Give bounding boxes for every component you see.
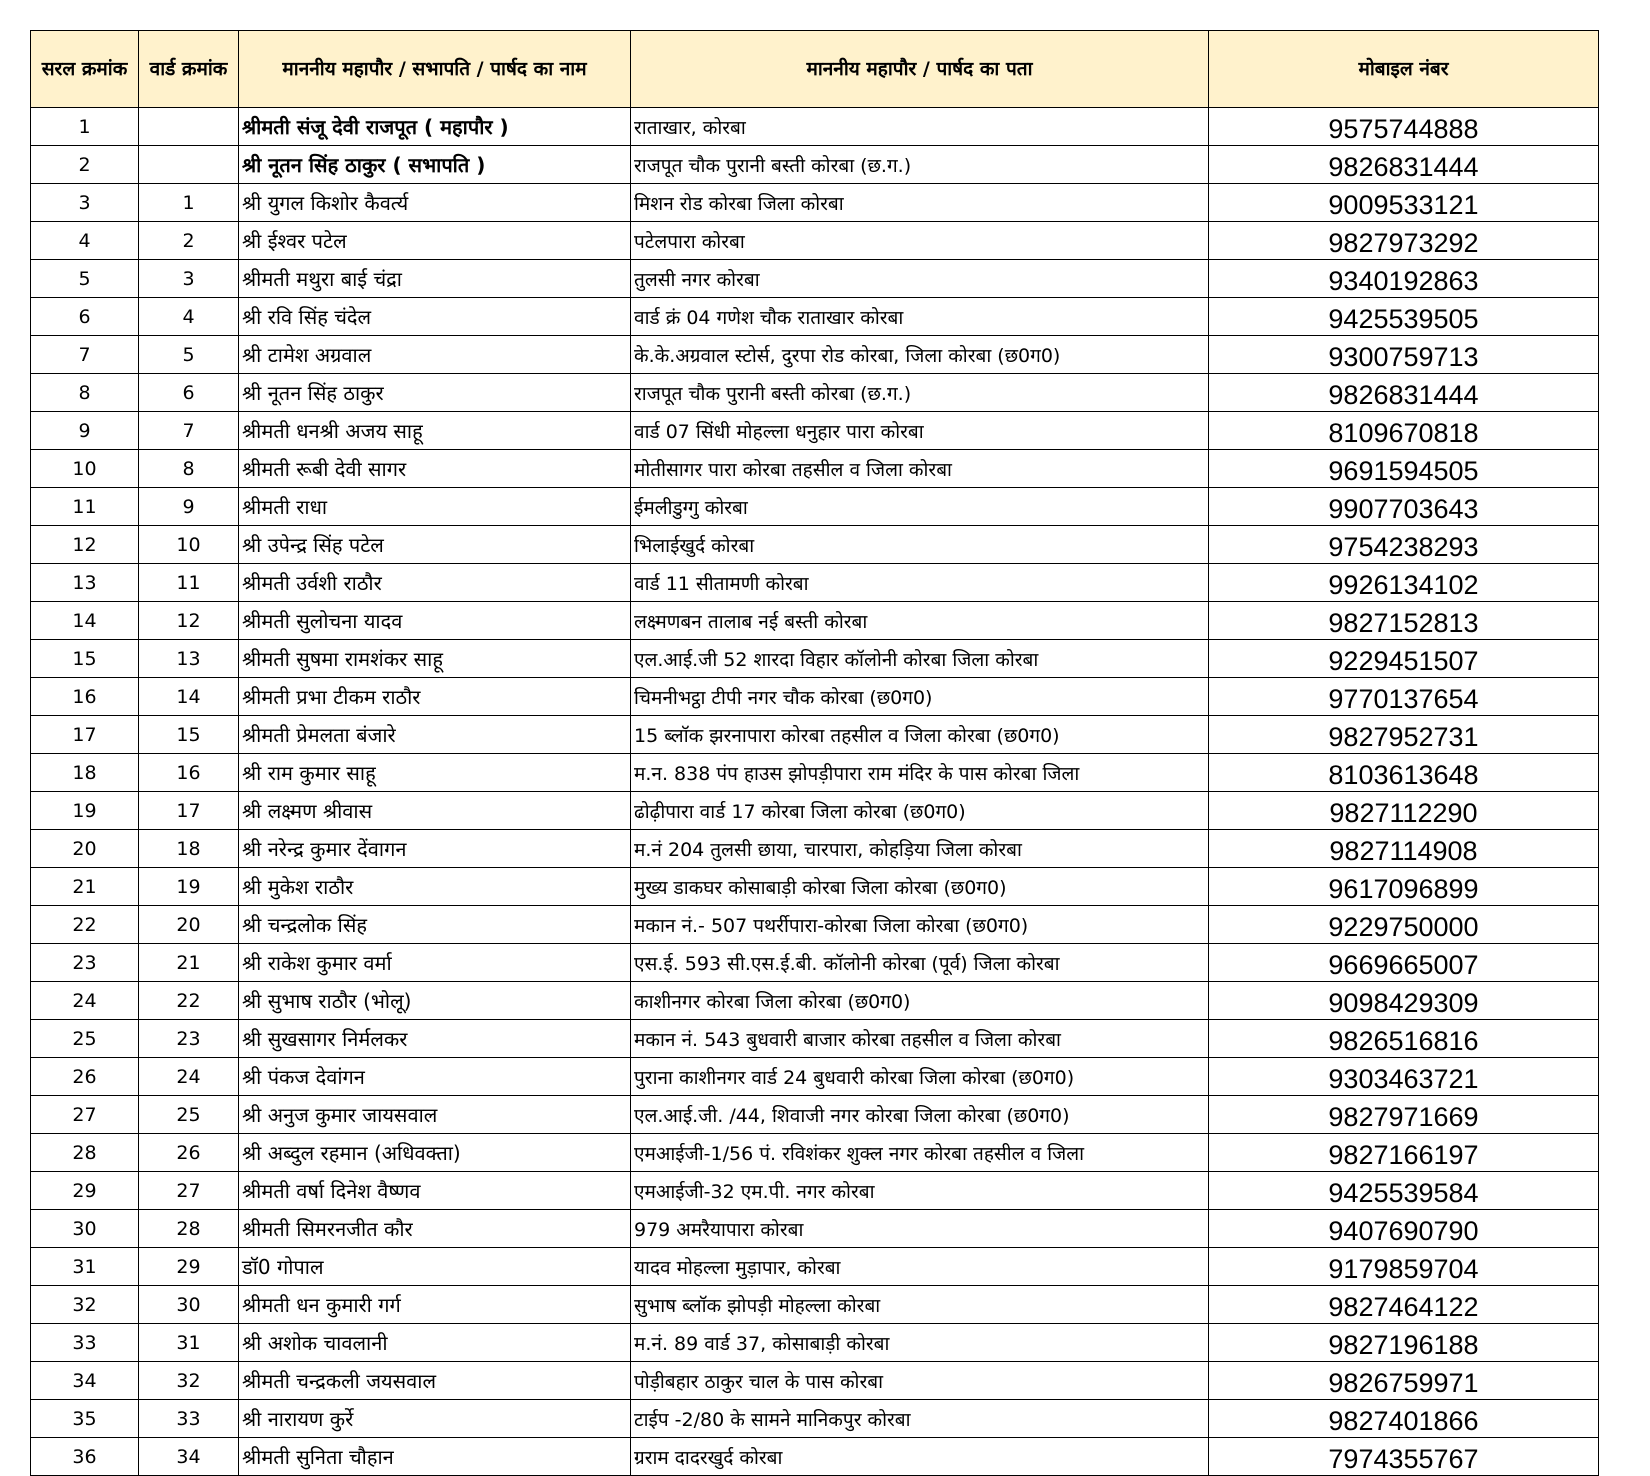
table-row xyxy=(31,184,1599,222)
name-cell: श्रीमती मथुरा बाई चंद्रा xyxy=(239,260,631,298)
table-row xyxy=(31,260,1599,298)
name-cell: श्री अनुज कुमार जायसवाल xyxy=(239,1096,631,1134)
table-row xyxy=(31,450,1599,488)
serial-number-cell: 14 xyxy=(31,602,139,640)
table-row xyxy=(31,1134,1599,1172)
ward-number-cell: 19 xyxy=(139,868,239,906)
name-cell: श्री उपेन्द्र सिंह पटेल xyxy=(239,526,631,564)
table-row xyxy=(31,640,1599,678)
serial-number-cell: 17 xyxy=(31,716,139,754)
serial-number-cell: 13 xyxy=(31,564,139,602)
mobile-number-cell: 9827112290 xyxy=(1209,792,1599,830)
name-cell: श्री राम कुमार साहू xyxy=(239,754,631,792)
name-cell: श्री ईश्वर पटेल xyxy=(239,222,631,260)
table-row xyxy=(31,754,1599,792)
name-cell: श्रीमती संजू देवी राजपूत ( महापौर ) xyxy=(239,108,631,146)
table-row xyxy=(31,222,1599,260)
table-row xyxy=(31,1058,1599,1096)
header-name: माननीय महापौर / सभापति / पार्षद का नाम xyxy=(239,31,631,108)
name-cell: श्रीमती सुनिता चौहान xyxy=(239,1438,631,1476)
ward-number-cell: 4 xyxy=(139,298,239,336)
address-cell: मुख्य डाकघर कोसाबाड़ी कोरबा जिला कोरबा (छ0ग0) xyxy=(631,868,1209,906)
mobile-number-cell: 8103613648 xyxy=(1209,754,1599,792)
serial-number-cell: 28 xyxy=(31,1134,139,1172)
mobile-number-cell: 9098429309 xyxy=(1209,982,1599,1020)
header-serial: सरल क्रमांक xyxy=(31,31,139,108)
name-cell: श्री लक्ष्मण श्रीवास xyxy=(239,792,631,830)
ward-number-cell: 7 xyxy=(139,412,239,450)
table-header xyxy=(31,31,1599,108)
table-row xyxy=(31,1324,1599,1362)
serial-number-cell: 15 xyxy=(31,640,139,678)
name-cell: श्री नारायण कुर्रे xyxy=(239,1400,631,1438)
address-cell: एल.आई.जी. /44, शिवाजी नगर कोरबा जिला कोरबा (छ0ग0) xyxy=(631,1096,1209,1134)
table-row xyxy=(31,298,1599,336)
serial-number-cell: 20 xyxy=(31,830,139,868)
name-cell: डॉ0 गोपाल xyxy=(239,1248,631,1286)
name-cell: श्री चन्द्रलोक सिंह xyxy=(239,906,631,944)
ward-number-cell: 17 xyxy=(139,792,239,830)
table-row xyxy=(31,1400,1599,1438)
serial-number-cell: 2 xyxy=(31,146,139,184)
table-row xyxy=(31,1020,1599,1058)
table-row xyxy=(31,830,1599,868)
name-cell: श्रीमती प्रभा टीकम राठौर xyxy=(239,678,631,716)
mobile-number-cell: 9827166197 xyxy=(1209,1134,1599,1172)
address-cell: काशीनगर कोरबा जिला कोरबा (छ0ग0) xyxy=(631,982,1209,1020)
table-row xyxy=(31,678,1599,716)
mobile-number-cell: 9669665007 xyxy=(1209,944,1599,982)
mobile-number-cell: 9907703643 xyxy=(1209,488,1599,526)
name-cell: श्री अब्दुल रहमान (अधिवक्ता) xyxy=(239,1134,631,1172)
mobile-number-cell: 9754238293 xyxy=(1209,526,1599,564)
serial-number-cell: 30 xyxy=(31,1210,139,1248)
mobile-number-cell: 9827464122 xyxy=(1209,1286,1599,1324)
mobile-number-cell: 9425539584 xyxy=(1209,1172,1599,1210)
mobile-number-cell: 9770137654 xyxy=(1209,678,1599,716)
address-cell: 979 अमरैयापारा कोरबा xyxy=(631,1210,1209,1248)
table-row xyxy=(31,716,1599,754)
ward-number-cell: 18 xyxy=(139,830,239,868)
mobile-number-cell: 9340192863 xyxy=(1209,260,1599,298)
ward-number-cell: 10 xyxy=(139,526,239,564)
name-cell: श्री पंकज देवांगन xyxy=(239,1058,631,1096)
serial-number-cell: 5 xyxy=(31,260,139,298)
name-cell: श्रीमती उर्वशी राठौर xyxy=(239,564,631,602)
ward-number-cell: 22 xyxy=(139,982,239,1020)
ward-number-cell: 24 xyxy=(139,1058,239,1096)
mobile-number-cell: 9826831444 xyxy=(1209,374,1599,412)
mobile-number-cell: 9827401866 xyxy=(1209,1400,1599,1438)
name-cell: श्रीमती धन कुमारी गर्ग xyxy=(239,1286,631,1324)
ward-number-cell: 5 xyxy=(139,336,239,374)
address-cell: भिलाईखुर्द कोरबा xyxy=(631,526,1209,564)
name-cell: श्रीमती सिमरनजीत कौर xyxy=(239,1210,631,1248)
ward-number-cell: 16 xyxy=(139,754,239,792)
ward-number-cell: 26 xyxy=(139,1134,239,1172)
address-cell: मोतीसागर पारा कोरबा तहसील व जिला कोरबा xyxy=(631,450,1209,488)
ward-number-cell: 25 xyxy=(139,1096,239,1134)
name-cell: श्रीमती वर्षा दिनेश वैष्णव xyxy=(239,1172,631,1210)
serial-number-cell: 18 xyxy=(31,754,139,792)
table-row xyxy=(31,1286,1599,1324)
address-cell: राजपूत चौक पुरानी बस्ती कोरबा (छ.ग.) xyxy=(631,374,1209,412)
mobile-number-cell: 9827152813 xyxy=(1209,602,1599,640)
name-cell: श्रीमती चन्द्रकली जयसवाल xyxy=(239,1362,631,1400)
table-row xyxy=(31,906,1599,944)
councillor-table xyxy=(30,30,1599,1476)
table-row xyxy=(31,526,1599,564)
serial-number-cell: 34 xyxy=(31,1362,139,1400)
ward-number-cell: 30 xyxy=(139,1286,239,1324)
serial-number-cell: 25 xyxy=(31,1020,139,1058)
mobile-number-cell: 9425539505 xyxy=(1209,298,1599,336)
serial-number-cell: 6 xyxy=(31,298,139,336)
ward-number-cell xyxy=(139,108,239,146)
address-cell: ग्रराम दादरखुर्द कोरबा xyxy=(631,1438,1209,1476)
ward-number-cell: 32 xyxy=(139,1362,239,1400)
address-cell: ईमलीडुग्गु कोरबा xyxy=(631,488,1209,526)
ward-number-cell: 27 xyxy=(139,1172,239,1210)
serial-number-cell: 16 xyxy=(31,678,139,716)
address-cell: राताखार, कोरबा xyxy=(631,108,1209,146)
serial-number-cell: 32 xyxy=(31,1286,139,1324)
serial-number-cell: 24 xyxy=(31,982,139,1020)
serial-number-cell: 11 xyxy=(31,488,139,526)
table-row xyxy=(31,1248,1599,1286)
name-cell: श्री सुखसागर निर्मलकर xyxy=(239,1020,631,1058)
table-row xyxy=(31,374,1599,412)
table-row xyxy=(31,1210,1599,1248)
address-cell: वार्ड क्रं 04 गणेश चौक राताखार कोरबा xyxy=(631,298,1209,336)
address-cell: पुराना काशीनगर वार्ड 24 बुधवारी कोरबा जिला कोरबा (छ0ग0) xyxy=(631,1058,1209,1096)
serial-number-cell: 1 xyxy=(31,108,139,146)
table-row xyxy=(31,412,1599,450)
address-cell: एस.ई. 593 सी.एस.ई.बी. कॉलोनी कोरबा (पूर्व) जिला कोरबा xyxy=(631,944,1209,982)
table-row xyxy=(31,868,1599,906)
name-cell: श्रीमती धनश्री अजय साहू xyxy=(239,412,631,450)
address-cell: मकान नं.- 507 पथर्रीपारा-कोरबा जिला कोरबा (छ0ग0) xyxy=(631,906,1209,944)
address-cell: ढोढ़ीपारा वार्ड 17 कोरबा जिला कोरबा (छ0ग0) xyxy=(631,792,1209,830)
name-cell: श्रीमती राधा xyxy=(239,488,631,526)
serial-number-cell: 7 xyxy=(31,336,139,374)
name-cell: श्री नूतन सिंह ठाकुर ( सभापति ) xyxy=(239,146,631,184)
serial-number-cell: 29 xyxy=(31,1172,139,1210)
name-cell: श्री नरेन्द्र कुमार देंवागन xyxy=(239,830,631,868)
table-row xyxy=(31,336,1599,374)
mobile-number-cell: 9827971669 xyxy=(1209,1096,1599,1134)
serial-number-cell: 33 xyxy=(31,1324,139,1362)
mobile-number-cell: 9300759713 xyxy=(1209,336,1599,374)
ward-number-cell: 2 xyxy=(139,222,239,260)
ward-number-cell: 9 xyxy=(139,488,239,526)
mobile-number-cell: 9691594505 xyxy=(1209,450,1599,488)
name-cell: श्री युगल किशोर कैवर्त्य xyxy=(239,184,631,222)
serial-number-cell: 3 xyxy=(31,184,139,222)
mobile-number-cell: 9826759971 xyxy=(1209,1362,1599,1400)
address-cell: टाईप -2/80 के सामने मानिकपुर कोरबा xyxy=(631,1400,1209,1438)
table-row xyxy=(31,602,1599,640)
address-cell: लक्ष्मणबन तालाब नई बस्ती कोरबा xyxy=(631,602,1209,640)
mobile-number-cell: 9826831444 xyxy=(1209,146,1599,184)
table-row xyxy=(31,982,1599,1020)
address-cell: के.के.अग्रवाल स्टोर्स, दुरपा रोड कोरबा, जिला कोरबा (छ0ग0) xyxy=(631,336,1209,374)
table-row xyxy=(31,1096,1599,1134)
mobile-number-cell: 9407690790 xyxy=(1209,1210,1599,1248)
name-cell: श्री राकेश कुमार वर्मा xyxy=(239,944,631,982)
ward-number-cell: 21 xyxy=(139,944,239,982)
ward-number-cell xyxy=(139,146,239,184)
serial-number-cell: 9 xyxy=(31,412,139,450)
table-row xyxy=(31,792,1599,830)
address-cell: एमआईजी-32 एम.पी. नगर कोरबा xyxy=(631,1172,1209,1210)
name-cell: श्रीमती सुषमा रामशंकर साहू xyxy=(239,640,631,678)
serial-number-cell: 35 xyxy=(31,1400,139,1438)
ward-number-cell: 8 xyxy=(139,450,239,488)
address-cell: मकान नं. 543 बुधवारी बाजार कोरबा तहसील व जिला कोरबा xyxy=(631,1020,1209,1058)
address-cell: म.नं 204 तुलसी छाया, चारपारा, कोहड़िया जिला कोरबा xyxy=(631,830,1209,868)
mobile-number-cell: 9827196188 xyxy=(1209,1324,1599,1362)
serial-number-cell: 22 xyxy=(31,906,139,944)
serial-number-cell: 19 xyxy=(31,792,139,830)
name-cell: श्री अशोक चावलानी xyxy=(239,1324,631,1362)
name-cell: श्रीमती सुलोचना यादव xyxy=(239,602,631,640)
serial-number-cell: 23 xyxy=(31,944,139,982)
table-row xyxy=(31,108,1599,146)
address-cell: वार्ड 11 सीतामणी कोरबा xyxy=(631,564,1209,602)
mobile-number-cell: 9009533121 xyxy=(1209,184,1599,222)
address-cell: वार्ड 07 सिंधी मोहल्ला धनुहार पारा कोरबा xyxy=(631,412,1209,450)
mobile-number-cell: 9229451507 xyxy=(1209,640,1599,678)
ward-number-cell: 33 xyxy=(139,1400,239,1438)
mobile-number-cell: 9926134102 xyxy=(1209,564,1599,602)
mobile-number-cell: 9575744888 xyxy=(1209,108,1599,146)
address-cell: 15 ब्लॉक झरनापारा कोरबा तहसील व जिला कोरबा (छ0ग0) xyxy=(631,716,1209,754)
serial-number-cell: 31 xyxy=(31,1248,139,1286)
address-cell: राजपूत चौक पुरानी बस्ती कोरबा (छ.ग.) xyxy=(631,146,1209,184)
address-cell: म.नं. 89 वार्ड 37, कोसाबाड़ी कोरबा xyxy=(631,1324,1209,1362)
ward-number-cell: 29 xyxy=(139,1248,239,1286)
mobile-number-cell: 9827973292 xyxy=(1209,222,1599,260)
ward-number-cell: 1 xyxy=(139,184,239,222)
ward-number-cell: 13 xyxy=(139,640,239,678)
mobile-number-cell: 9826516816 xyxy=(1209,1020,1599,1058)
table-row xyxy=(31,1172,1599,1210)
address-cell: एमआईजी-1/56 पं. रविशंकर शुक्ल नगर कोरबा तहसील व जिला xyxy=(631,1134,1209,1172)
ward-number-cell: 11 xyxy=(139,564,239,602)
ward-number-cell: 12 xyxy=(139,602,239,640)
address-cell: पोड़ीबहार ठाकुर चाल के पास कोरबा xyxy=(631,1362,1209,1400)
ward-number-cell: 15 xyxy=(139,716,239,754)
name-cell: श्रीमती रूबी देवी सागर xyxy=(239,450,631,488)
ward-number-cell: 23 xyxy=(139,1020,239,1058)
mobile-number-cell: 9827114908 xyxy=(1209,830,1599,868)
mobile-number-cell: 9229750000 xyxy=(1209,906,1599,944)
mobile-number-cell: 7974355767 xyxy=(1209,1438,1599,1476)
address-cell: पटेलपारा कोरबा xyxy=(631,222,1209,260)
address-cell: चिमनीभट्ठा टीपी नगर चौक कोरबा (छ0ग0) xyxy=(631,678,1209,716)
address-cell: तुलसी नगर कोरबा xyxy=(631,260,1209,298)
address-cell: म.न. 838 पंप हाउस झोपड़ीपारा राम मंदिर के पास कोरबा जिला xyxy=(631,754,1209,792)
name-cell: श्रीमती प्रेमलता बंजारे xyxy=(239,716,631,754)
serial-number-cell: 27 xyxy=(31,1096,139,1134)
address-cell: एल.आई.जी 52 शारदा विहार कॉलोनी कोरबा जिला कोरबा xyxy=(631,640,1209,678)
ward-number-cell: 34 xyxy=(139,1438,239,1476)
ward-number-cell: 31 xyxy=(139,1324,239,1362)
ward-number-cell: 28 xyxy=(139,1210,239,1248)
table-row xyxy=(31,488,1599,526)
name-cell: श्री सुभाष राठौर (भोलू) xyxy=(239,982,631,1020)
table-body xyxy=(31,108,1599,1476)
name-cell: श्री रवि सिंह चंदेल xyxy=(239,298,631,336)
header-ward: वार्ड क्रमांक xyxy=(139,31,239,108)
serial-number-cell: 21 xyxy=(31,868,139,906)
mobile-number-cell: 9303463721 xyxy=(1209,1058,1599,1096)
header-mobile: मोबाइल नंबर xyxy=(1209,31,1599,108)
ward-number-cell: 3 xyxy=(139,260,239,298)
address-cell: सुभाष ब्लॉक झोपड़ी मोहल्ला कोरबा xyxy=(631,1286,1209,1324)
serial-number-cell: 12 xyxy=(31,526,139,564)
address-cell: यादव मोहल्ला मुड़ापार, कोरबा xyxy=(631,1248,1209,1286)
serial-number-cell: 4 xyxy=(31,222,139,260)
ward-number-cell: 14 xyxy=(139,678,239,716)
ward-number-cell: 6 xyxy=(139,374,239,412)
table-row xyxy=(31,1438,1599,1476)
mobile-number-cell: 8109670818 xyxy=(1209,412,1599,450)
table-row xyxy=(31,1362,1599,1400)
serial-number-cell: 36 xyxy=(31,1438,139,1476)
mobile-number-cell: 9179859704 xyxy=(1209,1248,1599,1286)
header-address: माननीय महापौर / पार्षद का पता xyxy=(631,31,1209,108)
serial-number-cell: 26 xyxy=(31,1058,139,1096)
serial-number-cell: 8 xyxy=(31,374,139,412)
mobile-number-cell: 9617096899 xyxy=(1209,868,1599,906)
name-cell: श्री टामेश अग्रवाल xyxy=(239,336,631,374)
table-row xyxy=(31,146,1599,184)
name-cell: श्री मुकेश राठौर xyxy=(239,868,631,906)
name-cell: श्री नूतन सिंह ठाकुर xyxy=(239,374,631,412)
table-row xyxy=(31,564,1599,602)
mobile-number-cell: 9827952731 xyxy=(1209,716,1599,754)
table-row xyxy=(31,944,1599,982)
address-cell: मिशन रोड कोरबा जिला कोरबा xyxy=(631,184,1209,222)
ward-number-cell: 20 xyxy=(139,906,239,944)
serial-number-cell: 10 xyxy=(31,450,139,488)
header-row xyxy=(31,31,1599,108)
